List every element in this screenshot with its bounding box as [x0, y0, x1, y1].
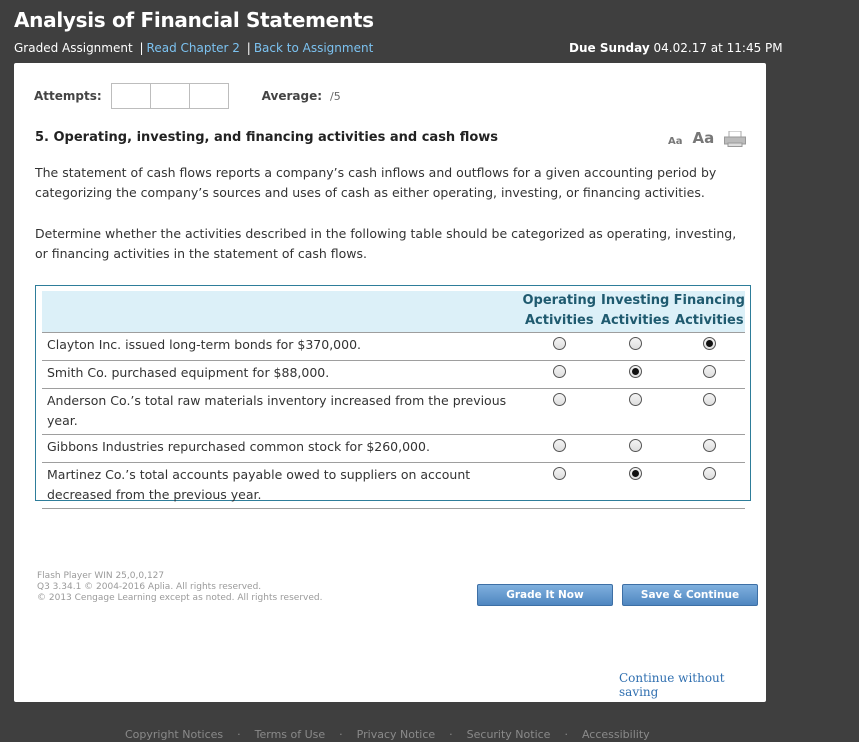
flash-version: Flash Player WIN 25,0,0,127 — [37, 571, 165, 581]
radio-operating[interactable] — [553, 467, 566, 480]
header-blank — [42, 291, 522, 333]
radio-cell-financing — [674, 361, 745, 389]
radio-operating[interactable] — [553, 365, 566, 378]
aplia-copyright: Q3 3.34.1 © 2004-2016 Aplia. All rights reserved. — [37, 582, 262, 592]
radio-financing[interactable] — [703, 337, 716, 350]
text-tools — [668, 129, 746, 147]
graded-assignment-label: Graded Assignment — [14, 41, 133, 55]
accessibility-link[interactable]: Accessibility — [581, 728, 650, 741]
radio-investing[interactable] — [629, 467, 642, 480]
table-row — [42, 389, 745, 435]
grade-it-now-button[interactable]: Grade It Now — [477, 584, 613, 606]
radio-financing[interactable] — [703, 393, 716, 406]
radio-cell-investing — [597, 389, 674, 435]
attempt-box-3 — [190, 83, 229, 109]
radio-financing[interactable] — [703, 467, 716, 480]
radio-cell-operating — [522, 333, 597, 361]
radio-cell-operating — [522, 463, 597, 509]
attempts-label: Attempts: — [34, 89, 102, 103]
radio-cell-financing — [674, 389, 745, 435]
save-and-continue-button[interactable]: Save & Continue — [622, 584, 758, 606]
activities-table — [42, 291, 745, 509]
instruction-paragraph: Determine whether the activities described in the following table should be categorized as operating, investing, or financing activities in the statement of cash flows. — [35, 226, 737, 261]
attempt-box-2 — [151, 83, 190, 109]
dot-separator: · — [564, 728, 568, 741]
activity-description: Clayton Inc. issued long-term bonds for $370,000. — [42, 333, 522, 361]
table-header-row — [42, 291, 745, 333]
due-label: Due Sunday — [569, 41, 650, 55]
attempts-row — [34, 83, 341, 109]
due-value: 04.02.17 at 11:45 PM — [653, 41, 783, 55]
column-header-financing: Financing Activities — [674, 291, 745, 333]
radio-financing[interactable] — [703, 365, 716, 378]
radio-cell-financing — [674, 435, 745, 463]
column-header-investing: Investing Activities — [597, 291, 674, 333]
radio-operating[interactable] — [553, 393, 566, 406]
column-header-operating: Operating Activities — [522, 291, 597, 333]
back-to-assignment-link[interactable]: Back to Assignment — [253, 41, 374, 55]
activity-description: Gibbons Industries repurchased common stock for $260,000. — [42, 435, 522, 463]
table-row — [42, 361, 745, 389]
increase-font-button[interactable]: Aa — [692, 129, 715, 147]
table-row — [42, 333, 745, 361]
radio-cell-investing — [597, 333, 674, 361]
radio-operating[interactable] — [553, 439, 566, 452]
average-value: /5 — [330, 89, 341, 103]
continue-without-saving-link[interactable]: Continue without saving — [619, 671, 725, 699]
activity-description: Smith Co. purchased equipment for $88,000. — [42, 361, 522, 389]
privacy-notice-link[interactable]: Privacy Notice — [356, 728, 436, 741]
assignment-panel — [14, 63, 766, 702]
radio-cell-operating — [522, 361, 597, 389]
dot-separator: · — [449, 728, 453, 741]
separator: | — [246, 41, 251, 55]
radio-cell-financing — [674, 333, 745, 361]
radio-cell-investing — [597, 361, 674, 389]
intro-paragraph: The statement of cash flows reports a company’s cash inflows and outflows for a given accounting period by categorizing the company’s sources and uses of cash as either operating, investing, or financing activities. — [35, 165, 717, 200]
radio-financing[interactable] — [703, 439, 716, 452]
decrease-font-button[interactable]: Aa — [668, 136, 683, 147]
cengage-copyright: © 2013 Cengage Learning except as noted. All rights reserved. — [37, 593, 323, 603]
radio-operating[interactable] — [553, 337, 566, 350]
average-label: Average: — [261, 89, 323, 103]
terms-of-use-link[interactable]: Terms of Use — [254, 728, 326, 741]
question-title: 5. Operating, investing, and financing activities and cash flows — [35, 130, 499, 145]
activity-description: Anderson Co.’s total raw materials inventory increased from the previous year. — [42, 389, 522, 435]
dot-separator: · — [339, 728, 343, 741]
radio-investing[interactable] — [629, 439, 642, 452]
radio-cell-operating — [522, 389, 597, 435]
radio-cell-investing — [597, 435, 674, 463]
radio-investing[interactable] — [629, 393, 642, 406]
copyright-notices-link[interactable]: Copyright Notices — [125, 728, 224, 741]
bottom-links — [125, 728, 650, 741]
separator: | — [139, 41, 144, 55]
radio-cell-operating — [522, 435, 597, 463]
version-info — [37, 571, 322, 604]
security-notice-link[interactable]: Security Notice — [466, 728, 551, 741]
radio-investing[interactable] — [629, 337, 642, 350]
sub-navigation — [14, 41, 373, 55]
activities-table-container — [35, 285, 751, 501]
radio-cell-financing — [674, 463, 745, 509]
table-row — [42, 435, 745, 463]
activity-description: Martinez Co.’s total accounts payable owed to suppliers on account decreased from the previous year. — [42, 463, 522, 509]
radio-cell-investing — [597, 463, 674, 509]
table-row — [42, 463, 745, 509]
attempt-box-1 — [111, 83, 151, 109]
print-icon[interactable] — [724, 131, 746, 147]
dot-separator: · — [237, 728, 241, 741]
radio-investing[interactable] — [629, 365, 642, 378]
due-date — [569, 41, 783, 55]
read-chapter-link[interactable]: Read Chapter 2 — [146, 41, 240, 55]
app-title: Analysis of Financial Statements — [14, 8, 374, 32]
